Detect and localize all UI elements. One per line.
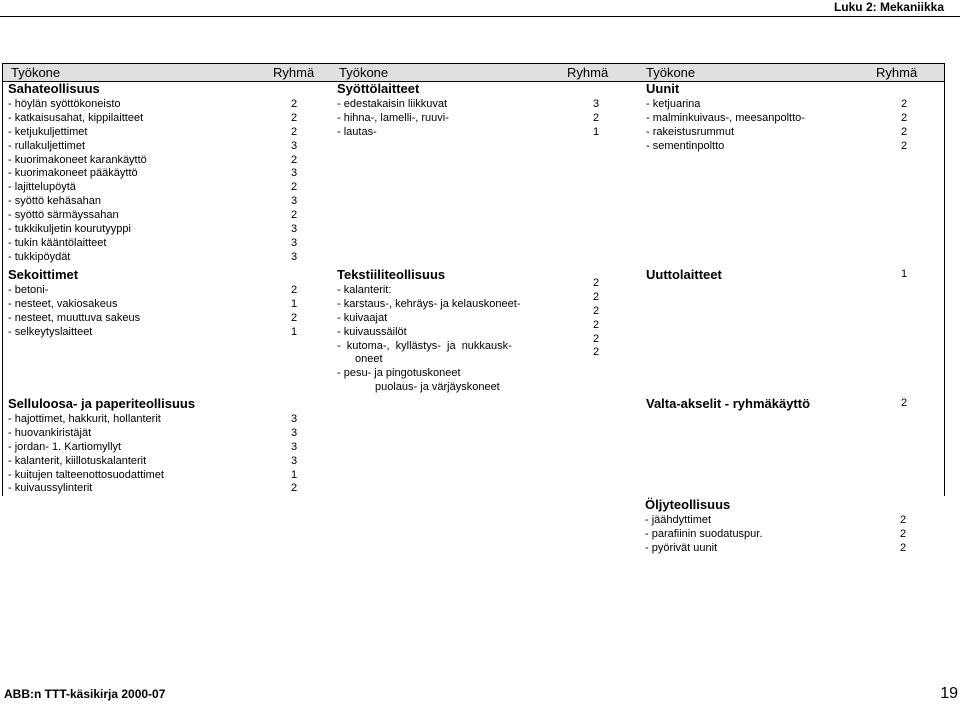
group-value: 2 (593, 277, 600, 289)
list-sahateollisuus (8, 98, 263, 265)
group-value: 3 (291, 440, 298, 453)
groups-sekoittimet (291, 284, 297, 340)
list-item: - kuivaussäilöt (337, 325, 407, 338)
list-item: - ketjukuljettimet (8, 125, 88, 138)
group-value: 1 (291, 297, 298, 310)
section-title-uunit: Uunit (646, 81, 680, 96)
col-header-machine-3: Työkone (646, 65, 696, 80)
list-item: - kutoma-, kyllästys- ja nukkausk- (337, 339, 512, 352)
group-value: 2 (291, 111, 298, 124)
group-value: 1 (291, 325, 298, 338)
list-item: - kuivaajat (337, 311, 388, 324)
section-title-selluloosa: Selluloosa- ja paperiteollisuus (8, 396, 196, 411)
list-item: - kuitujen talteenottosuodattimet (8, 468, 164, 481)
list-item: - edestakaisin liikkuvat (337, 98, 448, 110)
group-value: 2 (291, 482, 298, 495)
list-tekstiili (337, 284, 553, 395)
list-item: - betoni- (8, 284, 49, 296)
list-item: - pesu- ja pingotuskoneet (337, 367, 461, 380)
groups-syottolaitteet (593, 98, 599, 140)
group-value: 2 (901, 139, 908, 152)
group-value: 2 (900, 514, 907, 526)
group-value: 3 (291, 195, 298, 208)
header-rule (0, 16, 960, 17)
list-item: - lautas- (337, 125, 377, 138)
group-value: 3 (291, 250, 298, 263)
list-selluloosa (8, 413, 164, 496)
group-value: 2 (291, 311, 298, 324)
group-value: 3 (291, 454, 298, 467)
section-title-oljy: Öljyteollisuus (645, 497, 731, 512)
group-value: 3 (291, 223, 298, 236)
list-item: - kuivaussylinterit (8, 482, 93, 495)
group-value: 2 (291, 181, 298, 194)
list-item: - syöttö särmäyssahan (8, 209, 119, 222)
list-item: - jäähdyttimet (645, 514, 712, 526)
list-item: - jordan- 1. Kartiomyllyt (8, 440, 122, 453)
list-item: - kalanterit: (337, 284, 392, 296)
chapter-title: Luku 2: Mekaniikka (833, 0, 944, 14)
list-item: oneet (355, 353, 383, 366)
group-value: 3 (291, 167, 298, 180)
section-title-uuttolaitteet: Uuttolaitteet (646, 267, 722, 282)
group-value: 2 (291, 284, 298, 296)
list-item: - tukin kääntölaitteet (8, 236, 107, 249)
group-value: 3 (593, 98, 600, 110)
col-header-group-1: Ryhmä (273, 65, 315, 80)
list-item: - syöttö kehäsahan (8, 195, 101, 208)
table-header-row (3, 63, 944, 82)
groups-oljy (900, 514, 906, 556)
section-title-sahateollisuus: Sahateollisuus (8, 81, 100, 96)
group-value: 2 (900, 541, 907, 554)
list-item: - rullakuljettimet (8, 139, 86, 152)
list-item: - malminkuivaus-, meesanpoltto- (646, 111, 805, 124)
group-value: 2 (291, 125, 298, 138)
groups-selluloosa (291, 413, 297, 496)
list-item: - tukkikuljetin kourutyyppi (8, 223, 131, 236)
list-item: - nesteet, muuttuva sakeus (8, 311, 141, 324)
group-value: 2 (593, 346, 600, 359)
group-value: 2 (901, 125, 908, 138)
list-item: - tukkipöydät (8, 250, 71, 263)
list-item: - karstaus-, kehräys- ja kelauskoneet- (337, 297, 521, 310)
list-sekoittimet (8, 284, 140, 340)
groups-uunit (901, 98, 907, 154)
col-header-machine-2: Työkone (339, 65, 389, 80)
group-value: 2 (593, 111, 600, 124)
list-item: - selkeytyslaitteet (8, 325, 93, 338)
list-syottolaitteet (337, 98, 449, 140)
group-value: 2 (593, 332, 600, 345)
list-item: - rakeistusrummut (646, 125, 735, 138)
group-value-valta-akselit: 2 (901, 397, 908, 409)
group-value: 2 (593, 290, 600, 303)
section-title-syottolaitteet: Syöttölaitteet (337, 81, 420, 96)
group-value-uuttolaitteet: 1 (901, 268, 908, 280)
group-value: 2 (291, 153, 298, 166)
list-item: - lajittelupöytä (8, 181, 76, 194)
col-header-group-2: Ryhmä (567, 65, 609, 80)
groups-sahateollisuus (291, 98, 297, 265)
group-value: 2 (291, 209, 298, 222)
groups-tekstiili (593, 277, 599, 360)
col-header-group-3: Ryhmä (876, 65, 918, 80)
group-value: 2 (593, 304, 600, 317)
group-value: 1 (291, 468, 298, 481)
list-item: - huovankiristäjät (8, 426, 92, 439)
list-item: - hajottimet, hakkurit, hollanterit (8, 413, 161, 425)
list-item: - ketjuarina (646, 98, 701, 110)
list-item: - höylän syöttökoneisto (8, 98, 121, 110)
list-oljy (645, 514, 762, 556)
group-value: 1 (593, 125, 600, 138)
list-item: - parafiinin suodatuspur. (645, 527, 763, 540)
group-value: 2 (900, 527, 907, 540)
group-value: 3 (291, 236, 298, 249)
list-item: - pyörivät uunit (645, 541, 718, 554)
group-value: 3 (291, 426, 298, 439)
section-title-valta-akselit: Valta-akselit - ryhmäkäyttö (646, 396, 811, 411)
list-item: - hihna-, lamelli-, ruuvi- (337, 111, 449, 124)
list-item: - kuorimakoneet pääkäyttö (8, 167, 138, 180)
list-item: - kalanterit, kiillotuskalanterit (8, 454, 147, 467)
section-title-tekstiili: Tekstiiliteollisuus (337, 267, 446, 282)
group-value: 2 (291, 98, 298, 110)
machine-group-table (2, 63, 945, 496)
list-item: - kuorimakoneet karankäyttö (8, 153, 147, 166)
list-item: puolaus- ja värjäyskoneet (375, 381, 500, 394)
list-item: - katkaisusahat, kippilaitteet (8, 111, 144, 124)
list-item: - nesteet, vakiosakeus (8, 297, 118, 310)
group-value: 2 (593, 318, 600, 331)
group-value: 2 (901, 111, 908, 124)
group-value: 3 (291, 413, 298, 425)
section-title-sekoittimet: Sekoittimet (8, 267, 79, 282)
list-item: - sementinpoltto (646, 139, 725, 152)
group-value: 2 (901, 98, 908, 110)
list-uunit (646, 98, 805, 154)
col-header-machine-1: Työkone (11, 65, 61, 80)
footer-source: ABB:n TTT-käsikirja 2000-07 (4, 687, 166, 701)
group-value: 3 (291, 139, 298, 152)
page-number: 19 (940, 685, 958, 702)
